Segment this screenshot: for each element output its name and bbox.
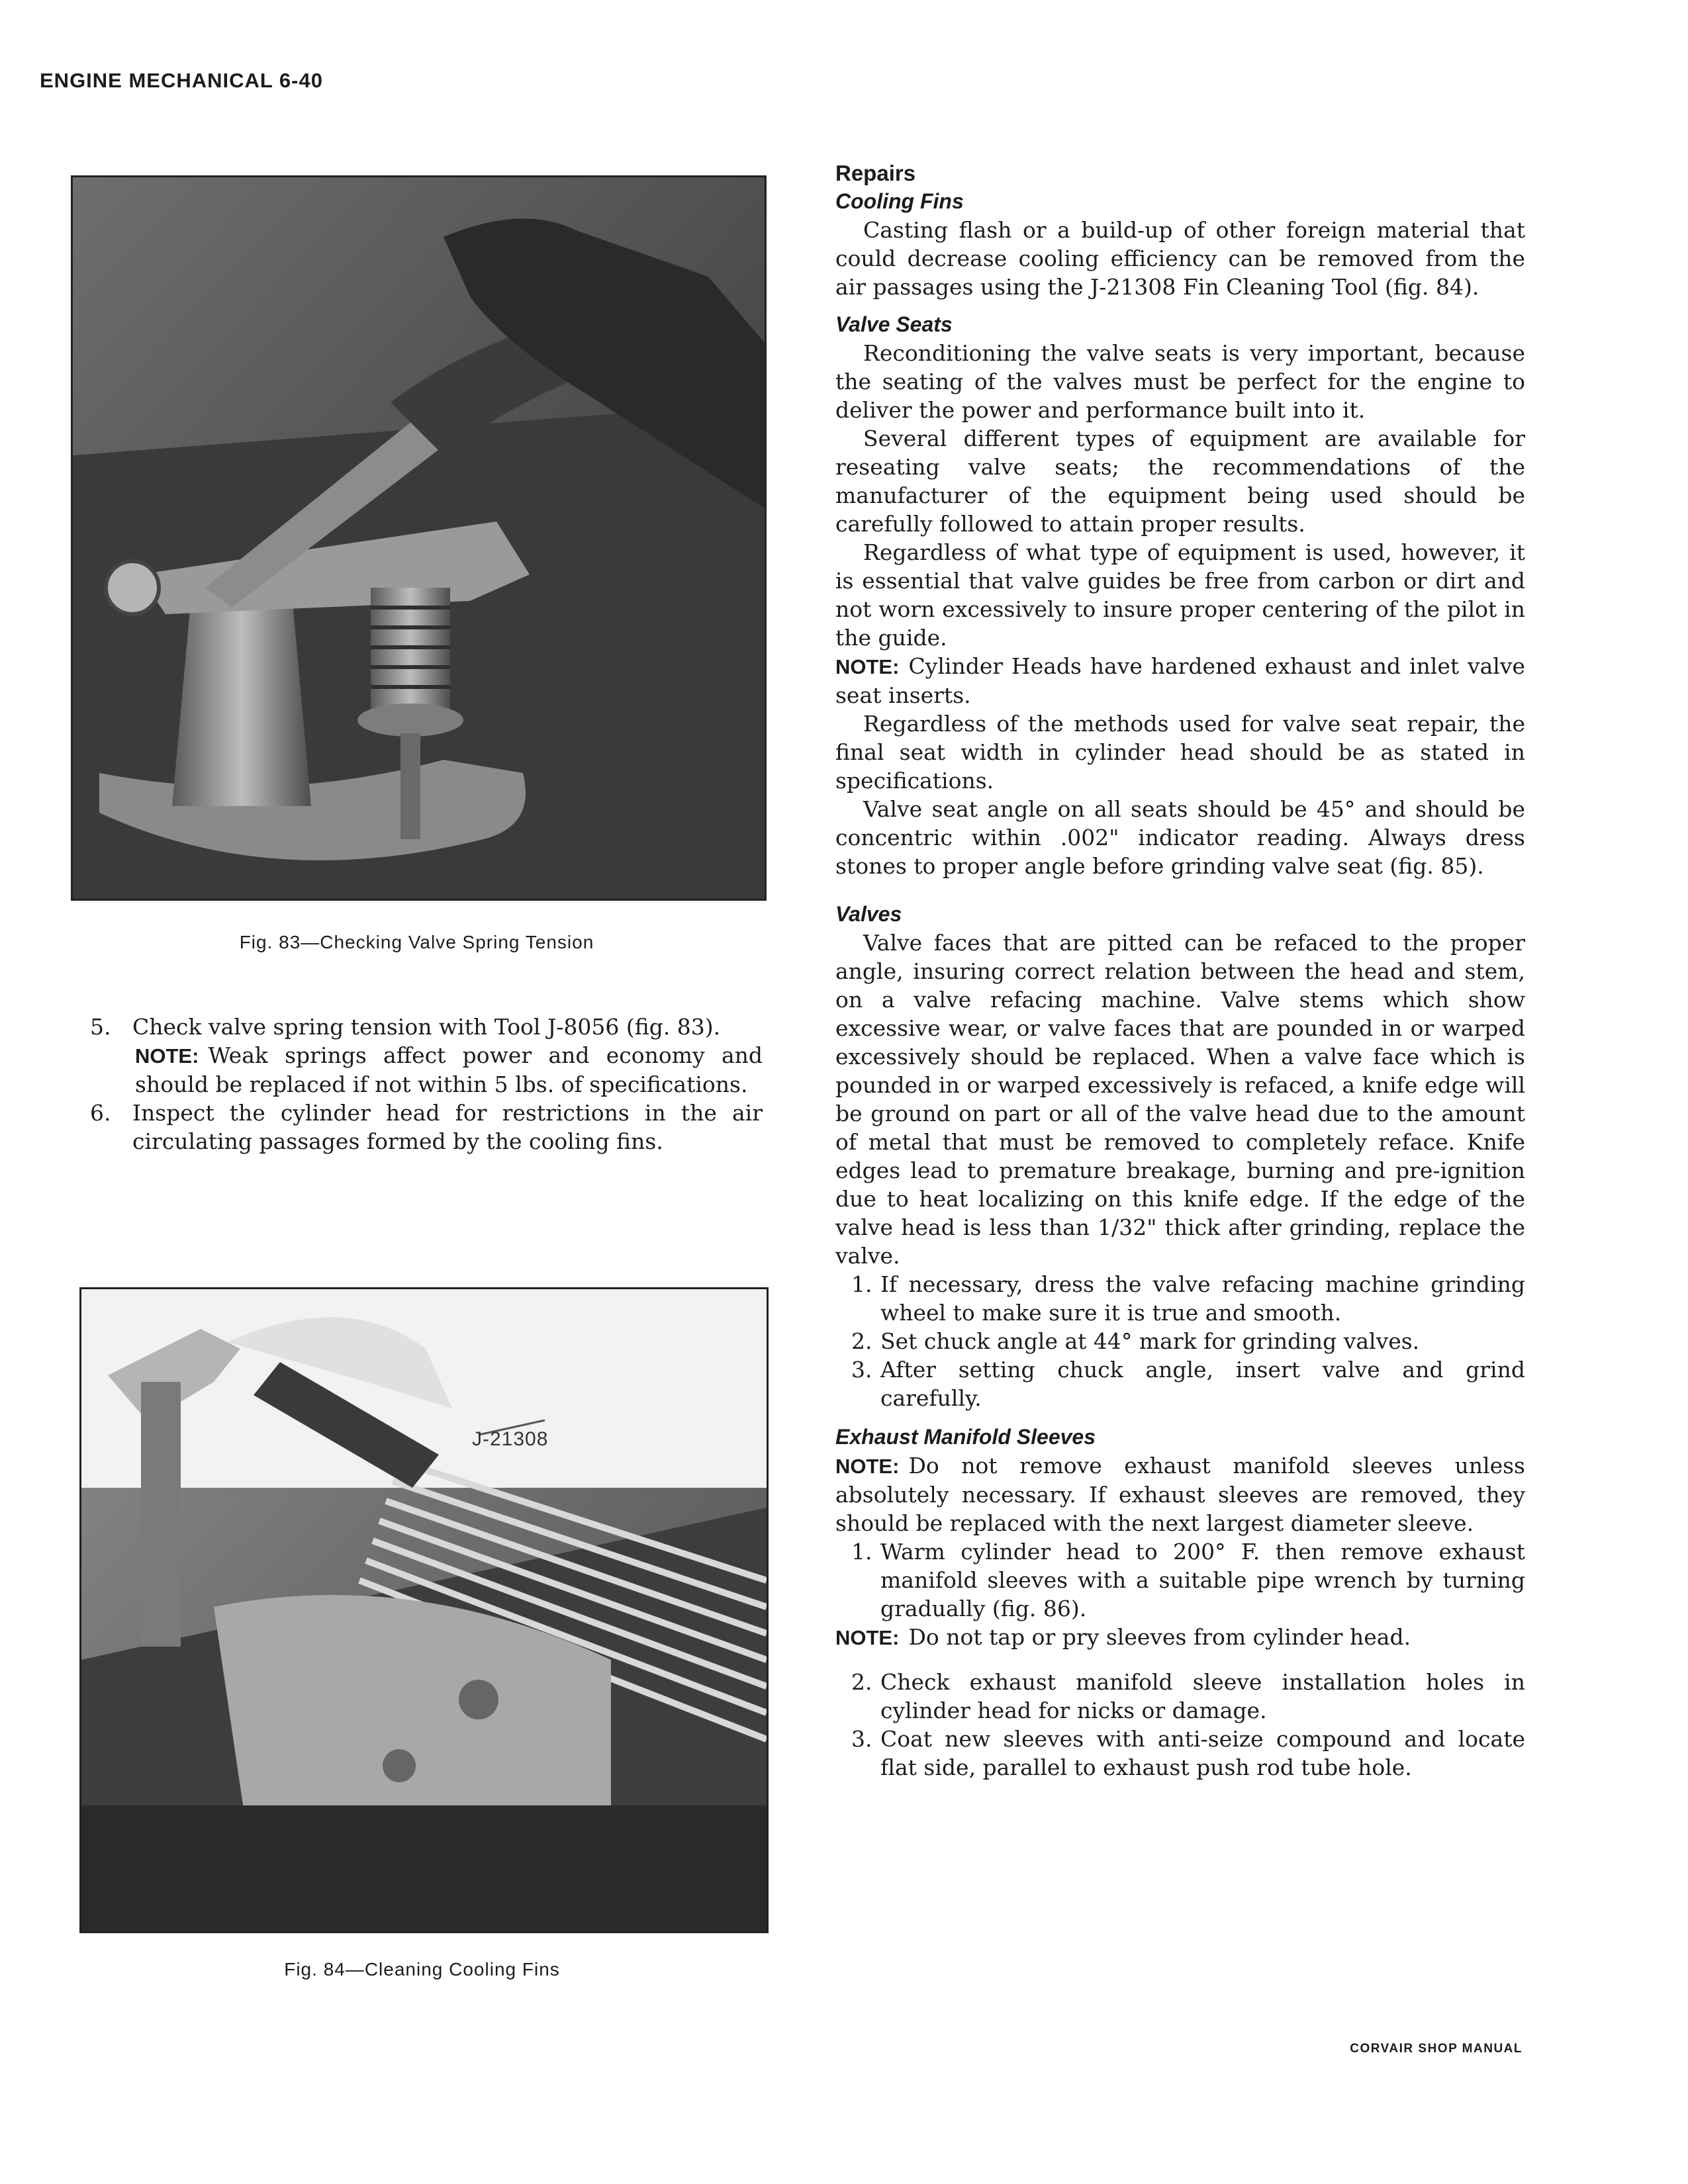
right-column — [835, 159, 1525, 1782]
valve-step-text: Set chuck angle at 44° mark for grinding valves. — [880, 1328, 1420, 1354]
exhaust-step-3 — [851, 1725, 1525, 1782]
heading-repairs: Repairs — [835, 161, 916, 185]
fig-84-caption: Fig. 84—Cleaning Cooling Fins — [284, 1959, 560, 1979]
step-5-number: 5. — [90, 1014, 111, 1040]
valve-seats-paragraph-1: Reconditioning the valve seats is very important, because the seating of the valves must be perfect for the engine to deliver the power and performance built into it. — [835, 340, 1525, 423]
fig-83-caption: Fig. 83—Checking Valve Spring Tension — [239, 932, 594, 952]
note-exhaust-sleeves — [835, 1451, 1525, 1537]
left-column — [90, 1013, 763, 1156]
note-label: NOTE: — [135, 1044, 199, 1068]
note-label: NOTE: — [835, 655, 900, 678]
cooling-fins-paragraph: Casting flash or a build-up of other foreign material that could decrease cooling efficiency can be removed from the air passages using the J-21308 Fin Cleaning Tool (fig. 84). — [835, 217, 1525, 300]
exhaust-step-text: Coat new sleeves with anti-seize compound and locate flat side, parallel to exhaust push rod tube hole. — [880, 1726, 1525, 1780]
step-6 — [90, 1099, 763, 1156]
heading-cooling-fins: Cooling Fins — [835, 189, 964, 213]
exhaust-step-text: Warm cylinder head to 200° F. then remove exhaust manifold sleeves with a suitable pipe wrench by turning gradually (fig. 86). — [880, 1539, 1525, 1621]
fig-84-callout-label: J-21308 — [472, 1428, 549, 1450]
heading-exhaust-manifold-sleeves: Exhaust Manifold Sleeves — [835, 1425, 1096, 1449]
step-5-text: Check valve spring tension with Tool J-8056 (fig. 83). — [132, 1014, 721, 1040]
exhaust-step-2 — [851, 1668, 1525, 1725]
valve-step-number: 2. — [851, 1328, 872, 1354]
step-6-text: Inspect the cylinder head for restrictions in the air circulating passages formed by the cooling fins. — [132, 1100, 763, 1154]
valve-step-text: After setting chuck angle, insert valve and grind carefully. — [880, 1357, 1525, 1411]
valve-seats-paragraph-2: Several different types of equipment are available for reseating valve seats; the recommendations of the manufacturer of the equipment being used should be carefully followed to attain proper results. — [835, 426, 1525, 537]
note-text: Do not remove exhaust manifold sleeves unless absolutely necessary. If exhaust sleeves are removed, they should be replaced with the next largest diameter sleeve. — [835, 1453, 1525, 1536]
note-do-not-tap — [835, 1623, 1525, 1652]
step-6-number: 6. — [90, 1100, 111, 1126]
fig-84-photo — [79, 1287, 769, 1933]
exhaust-step-number: 2. — [851, 1669, 872, 1695]
page-footer: CORVAIR SHOP MANUAL — [1350, 2042, 1523, 2056]
heading-valve-seats: Valve Seats — [835, 312, 953, 336]
valve-seats-paragraph-3: Regardless of what type of equipment is used, however, it is essential that valve guides be free from carbon or dirt and not worn excessively to insure proper centering of the pilot in the guide. — [835, 539, 1525, 651]
note-text: Cylinder Heads have hardened exhaust and inlet valve seat inserts. — [835, 653, 1525, 708]
page-header: ENGINE MECHANICAL 6-40 — [40, 69, 323, 92]
valve-step-number: 1. — [851, 1271, 872, 1297]
fig-83-photo — [71, 175, 767, 901]
valve-step-text: If necessary, dress the valve refacing machine grinding wheel to make sure it is true and smooth. — [880, 1271, 1525, 1326]
valve-step-2 — [851, 1327, 1525, 1355]
valve-step-3 — [851, 1355, 1525, 1412]
valve-step-1 — [851, 1270, 1525, 1327]
exhaust-step-number: 1. — [851, 1539, 872, 1565]
step-5 — [90, 1013, 763, 1041]
exhaust-step-text: Check exhaust manifold sleeve installation holes in cylinder head for nicks or damage. — [880, 1669, 1525, 1723]
note-label: NOTE: — [835, 1455, 900, 1478]
note-label: NOTE: — [835, 1626, 900, 1649]
note-text: Do not tap or pry sleeves from cylinder head. — [908, 1624, 1411, 1650]
exhaust-step-number: 3. — [851, 1726, 872, 1752]
note-text: Weak springs affect power and economy and should be replaced if not within 5 lbs. of specifications. — [135, 1042, 763, 1097]
note-weak-springs — [135, 1041, 763, 1099]
note-cylinder-heads — [835, 652, 1525, 709]
heading-valves: Valves — [835, 902, 902, 926]
valve-seats-paragraph-5: Valve seat angle on all seats should be 45° and should be concentric within .002" indicator reading. Always dress stones to proper angle before grinding valve seat (fig. 85). — [835, 796, 1525, 879]
valve-step-number: 3. — [851, 1357, 872, 1383]
valves-paragraph: Valve faces that are pitted can be refaced to the proper angle, insuring correct relation between the head and stem, on a valve refacing machine. Valve stems which show excessive wear, or valve faces that are pounded in or warped excessively should be replaced. When a valve face which is pounded in or warped excessively is refaced, a knife edge will be ground on part or all of the valve head due to the amount of metal that must be removed to completely reface. Knife edges lead to premature breakage, burning and pre-ignition due to heat localizing on this knife edge. If the edge of the valve head is less than 1/32" thick after grinding, replace the valve. — [835, 930, 1525, 1269]
valve-seats-paragraph-4: Regardless of the methods used for valve seat repair, the final seat width in cylinder head should be as stated in specifications. — [835, 711, 1525, 794]
exhaust-step-1 — [851, 1537, 1525, 1623]
